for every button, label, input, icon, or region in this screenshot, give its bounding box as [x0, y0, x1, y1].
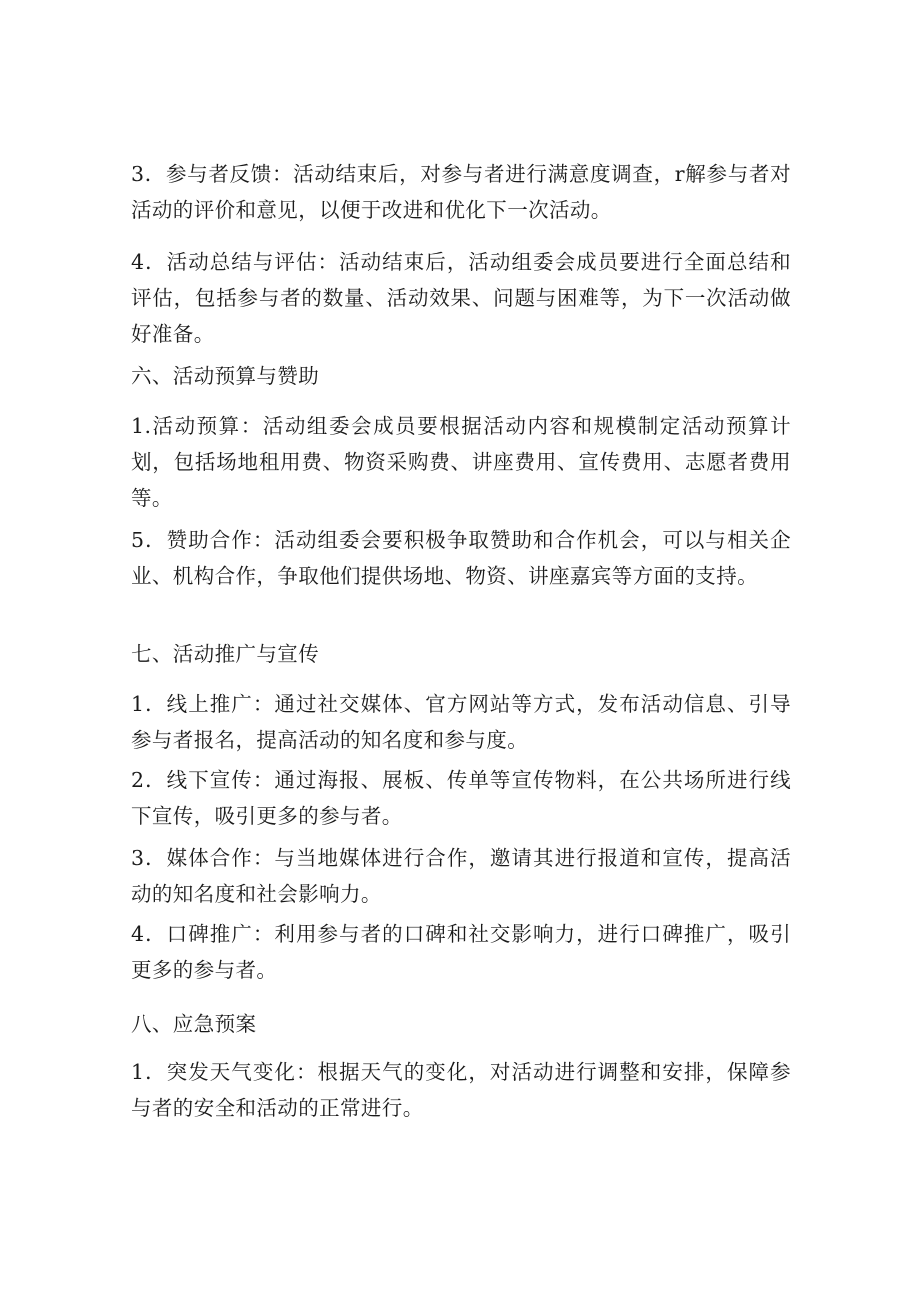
paragraph-participant-feedback: 3．参与者反馈：活动结束后，对参与者进行满意度调查，r解参与者对活动的评价和意见，以便于改进和优化下一次活动。 — [131, 162, 791, 222]
paragraph-weather-change: 1．突发天气变化：根据天气的变化，对活动进行调整和安排，保障参与者的安全和活动的正常进行。 — [131, 1060, 791, 1120]
section-heading-budget: 六、活动预算与赞助 — [131, 364, 320, 388]
paragraph-budget: 1.活动预算：活动组委会成员要根据活动内容和规模制定活动预算计划，包括场地租用费、物资采购费、讲座费用、宣传费用、志愿者费用等。 — [131, 414, 791, 510]
section-heading-emergency: 八、应急预案 — [131, 1012, 257, 1036]
paragraph-media-cooperation: 3．媒体合作：与当地媒体进行合作，邀请其进行报道和宣传，提高活动的知名度和社会影响力。 — [131, 846, 791, 906]
paragraph-word-of-mouth: 4．口碑推广：利用参与者的口碑和社交影响力，进行口碑推广，吸引更多的参与者。 — [131, 922, 791, 982]
paragraph-sponsorship: 5．赞助合作：活动组委会要积极争取赞助和合作机会，可以与相关企业、机构合作，争取他们提供场地、物资、讲座嘉宾等方面的支持。 — [131, 528, 791, 588]
paragraph-summary-evaluation: 4．活动总结与评估：活动结束后，活动组委会成员要进行全面总结和评估，包括参与者的数量、活动效果、问题与困难等，为下一次活动做好准备。 — [131, 250, 791, 346]
section-heading-promotion: 七、活动推广与宣传 — [131, 642, 320, 666]
paragraph-offline-promotion: 2．线下宣传：通过海报、展板、传单等宣传物料，在公共场所进行线下宣传，吸引更多的参与者。 — [131, 768, 791, 828]
paragraph-online-promotion: 1．线上推广：通过社交媒体、官方网站等方式，发布活动信息、引导参与者报名，提高活动的知名度和参与度。 — [131, 692, 791, 752]
